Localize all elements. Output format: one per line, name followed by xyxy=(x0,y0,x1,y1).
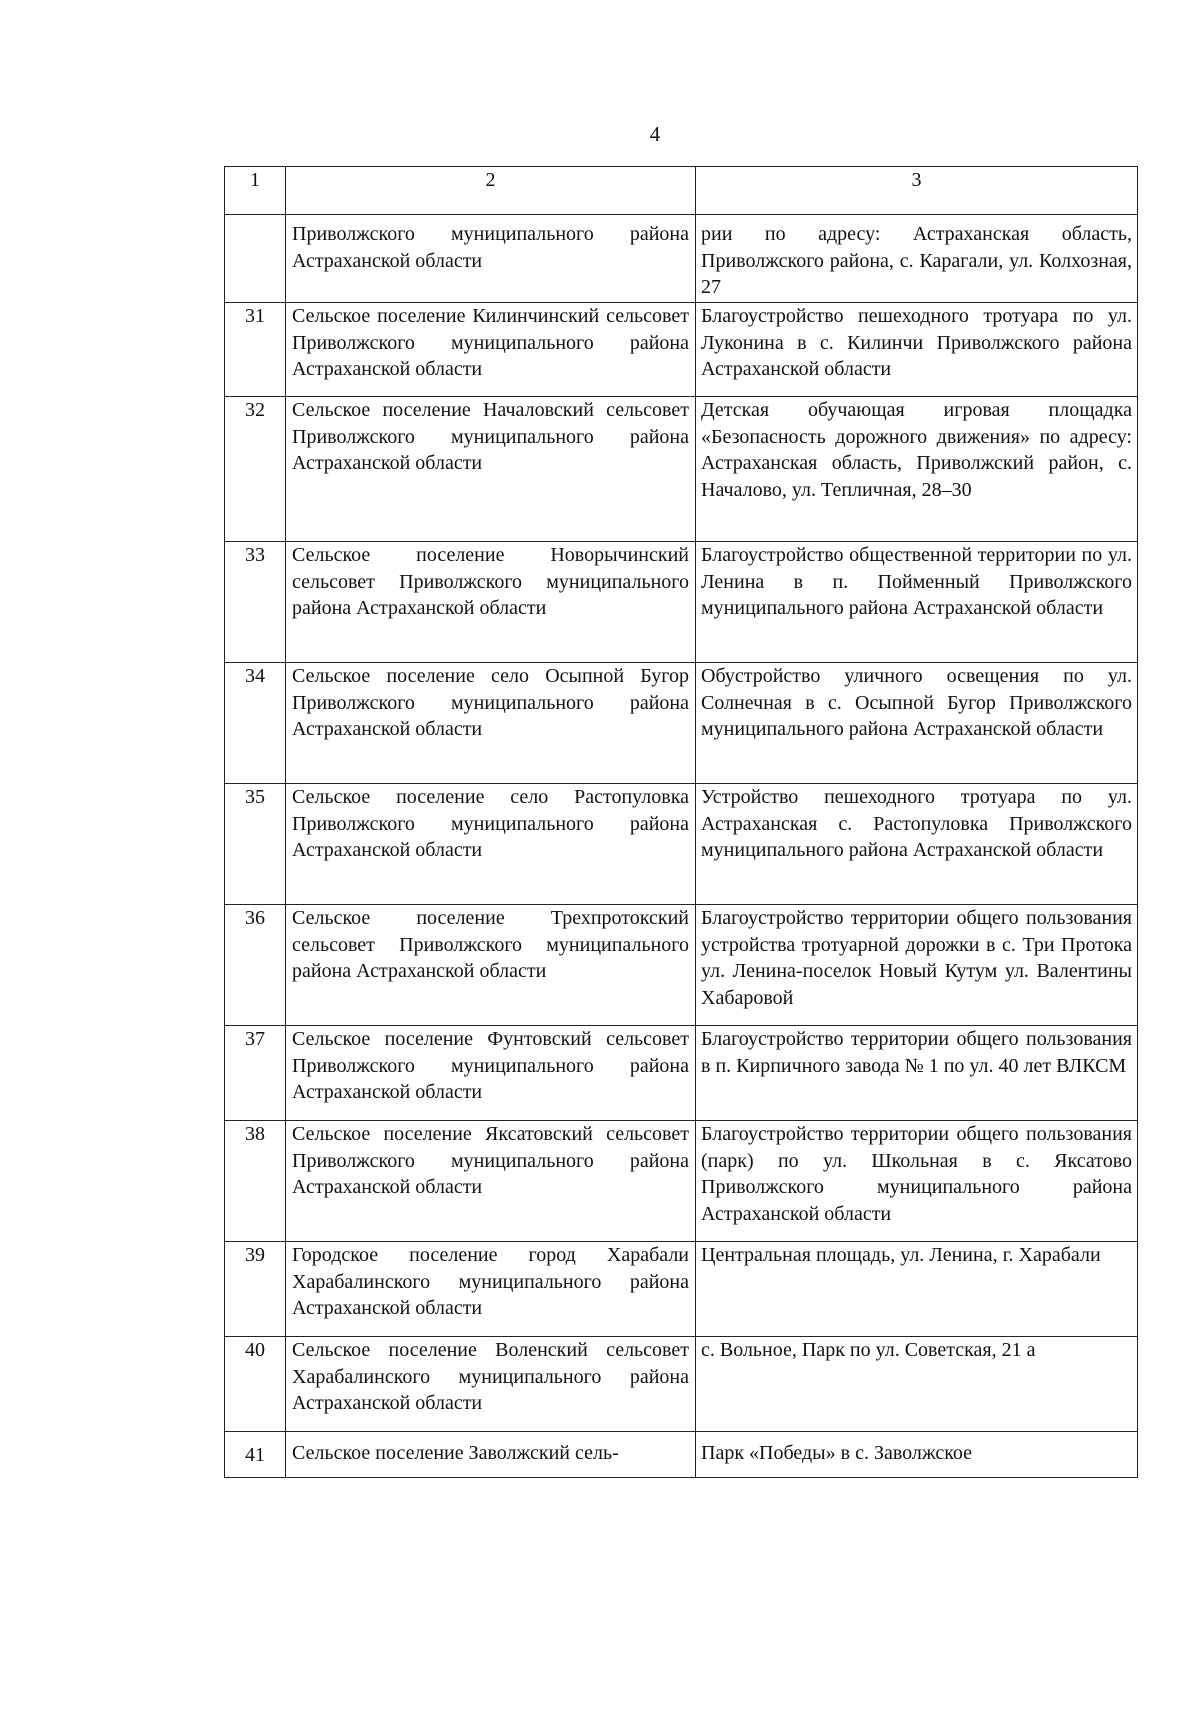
municipality-cell: Сельское поселение Яксатовский сельсовет Приволжского муниципального района Астраханской области xyxy=(286,1121,696,1242)
table-header xyxy=(225,167,1138,215)
municipality-cell: Городское поселение город Харабали Харабалинского муниципального района Астраханской области xyxy=(286,1242,696,1337)
project-cell: с. Вольное, Парк по ул. Советская, 21 а xyxy=(696,1337,1138,1432)
table-row xyxy=(225,303,1138,397)
row-number: 34 xyxy=(225,663,286,784)
page-number: 4 xyxy=(649,122,661,146)
table-body xyxy=(225,215,1138,1478)
municipality-cell: Сельское поселение Заволжский сель- xyxy=(286,1432,696,1478)
project-cell: рии по адресу: Астраханская область, Приволжского района, с. Карагали, ул. Колхозная, 27 xyxy=(696,215,1138,303)
municipality-cell: Сельское поселение Началовский сельсовет Приволжского муниципального района Астраханской области xyxy=(286,397,696,542)
table-row xyxy=(225,1121,1138,1242)
row-number: 40 xyxy=(225,1337,286,1432)
row-number: 41 xyxy=(225,1432,286,1478)
project-cell: Благоустройство территории общего пользования в п. Кирпичного завода № 1 по ул. 40 лет ВЛКСМ xyxy=(696,1026,1138,1121)
row-number: 39 xyxy=(225,1242,286,1337)
table-row xyxy=(225,542,1138,663)
municipality-cell: Приволжского муниципального района Астраханской области xyxy=(286,215,696,303)
column-header-1: 1 xyxy=(225,167,286,215)
project-cell: Центральная площадь, ул. Ленина, г. Харабали xyxy=(696,1242,1138,1337)
municipality-cell: Сельское поселение Фунтовский сельсовет Приволжского муниципального района Астраханской области xyxy=(286,1026,696,1121)
project-cell: Благоустройство территории общего пользования (парк) по ул. Школьная в с. Яксатово Приволжского муниципального района Астраханской области xyxy=(696,1121,1138,1242)
table-row xyxy=(225,1026,1138,1121)
table-row xyxy=(225,1432,1138,1478)
table-row xyxy=(225,663,1138,784)
row-number: 32 xyxy=(225,397,286,542)
column-header-2: 2 xyxy=(286,167,696,215)
project-cell: Благоустройство общественной территории по ул. Ленина в п. Пойменный Приволжского муниципального района Астраханской области xyxy=(696,542,1138,663)
row-number: 37 xyxy=(225,1026,286,1121)
municipality-cell: Сельское поселение Новорычинский сельсовет Приволжского муниципального района Астраханской области xyxy=(286,542,696,663)
table-row xyxy=(225,784,1138,905)
column-header-3: 3 xyxy=(696,167,1138,215)
row-number: 36 xyxy=(225,905,286,1026)
project-cell: Устройство пешеходного тротуара по ул. Астраханская с. Растопуловка Приволжского муниципального района Астраханской области xyxy=(696,784,1138,905)
project-cell: Благоустройство пешеходного тротуара по ул. Луконина в с. Килинчи Приволжского района Астраханской области xyxy=(696,303,1138,397)
row-number: 38 xyxy=(225,1121,286,1242)
municipality-cell: Сельское поселение Воленский сельсовет Харабалинского муниципального района Астраханской области xyxy=(286,1337,696,1432)
table-row xyxy=(225,215,1138,303)
table-row xyxy=(225,1337,1138,1432)
project-cell: Обустройство уличного освещения по ул. Солнечная в с. Осыпной Бугор Приволжского муниципального района Астраханской области xyxy=(696,663,1138,784)
row-number: 35 xyxy=(225,784,286,905)
table-row xyxy=(225,905,1138,1026)
municipality-cell: Сельское поселение Килинчинский сельсовет Приволжского муниципального района Астраханской области xyxy=(286,303,696,397)
municipality-cell: Сельское поселение село Осыпной Бугор Приволжского муниципального района Астраханской области xyxy=(286,663,696,784)
table-row xyxy=(225,1242,1138,1337)
project-cell: Детская обучающая игровая площадка «Безопасность дорожного движения» по адресу: Астраханская область, Приволжский район, с. Началово, ул. Тепличная, 28–30 xyxy=(696,397,1138,542)
project-cell: Благоустройство территории общего пользования устройства тротуарной дорожки в с. Три Протока ул. Ленина-поселок Новый Кутум ул. Валентины Хабаровой xyxy=(696,905,1138,1026)
row-number: 33 xyxy=(225,542,286,663)
projects-table xyxy=(224,166,1138,1478)
municipality-cell: Сельское поселение село Растопуловка Приволжского муниципального района Астраханской области xyxy=(286,784,696,905)
municipality-cell: Сельское поселение Трехпротокский сельсовет Приволжского муниципального района Астраханской области xyxy=(286,905,696,1026)
project-cell: Парк «Победы» в с. Заволжское xyxy=(696,1432,1138,1478)
table-row xyxy=(225,397,1138,542)
row-number xyxy=(225,215,286,303)
row-number: 31 xyxy=(225,303,286,397)
